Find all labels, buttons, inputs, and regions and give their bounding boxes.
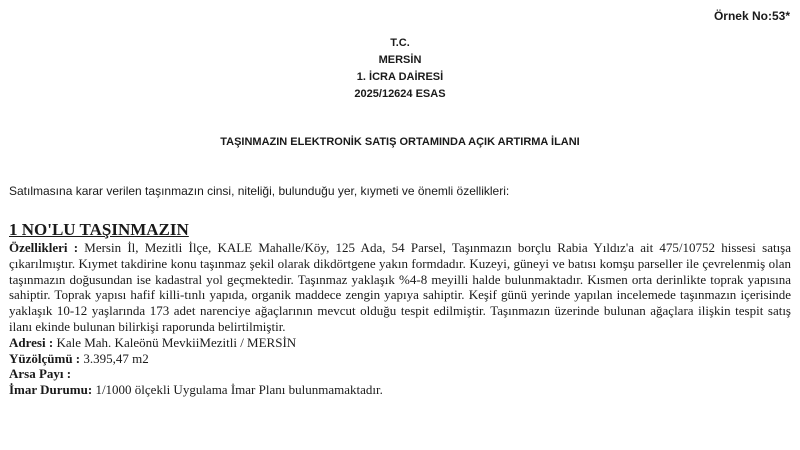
features-label: Özellikleri : (9, 240, 79, 255)
zoning-value: 1/1000 ölçekli Uygulama İmar Planı bulunmamaktadır. (92, 382, 383, 398)
features-text: Mersin İl, Mezitli İlçe, KALE Mahalle/Köy, 125 Ada, 54 Parsel, Taşınmazın borçlu Rabia Yıldız'a ait 475/10752 hissesi satışa çıkarılmıştır. Kıymet takdirine konu taşınmaz şekil olarak dikdörtgene yakın formdadır. Kuzeyi, güneyi ve batısı komşu parseller ile çevrelenmiş olan taşınmazın doğusundan ise kadastral yol geçmektedir. Taşınmaz yaklaşık %4-8 meyilli halde bulunmaktadır. Kısmen orta derinlikte toprak yapısına sahiptir. Toprak yapısı hafif killi-tınlı yapıda, organik maddece zengin yapıya sahiptir. Keşif günü yerinde yapılan incelemede taşınmazın içerisinde yaklaşık 10-12 yaşlarında 173 adet narenciye ağaçlarının mevcut olduğu tespit edilmiştir. Taşınmazın üzerinde bulunan ağaçlara ilişkin tespit satış ilanı ekinde bulunan bilirkişi raporunda belirtilmiştir. (9, 240, 792, 334)
header-office: 1. İCRA DAİRESİ (356, 71, 444, 83)
zoning-row (9, 382, 791, 398)
document-header (0, 35, 800, 103)
zoning-label: İmar Durumu: (9, 382, 93, 398)
share-row (9, 366, 791, 382)
header-city: MERSİN (378, 54, 422, 66)
property-heading: 1 NO'LU TAŞINMAZIN (9, 220, 189, 239)
header-country: T.C. (390, 37, 410, 49)
address-row (9, 335, 791, 351)
area-value: 3.395,47 m2 (80, 350, 149, 366)
header-file-number: 2025/12624 ESAS (354, 88, 446, 100)
address-label: Adresi : (9, 334, 54, 350)
notice-title: TAŞINMAZIN ELEKTRONİK SATIŞ ORTAMINDA AÇIK ARTIRMA İLANI (220, 136, 580, 148)
area-row (9, 351, 791, 367)
area-label: Yüzölçümü : (9, 350, 81, 366)
sample-number: Örnek No:53* (713, 9, 790, 23)
address-value: Kale Mah. Kaleönü MevkiiMezitli / MERSİN (53, 334, 297, 350)
share-label: Arsa Payı : (9, 366, 72, 382)
features-paragraph (9, 240, 791, 335)
property-section (9, 220, 791, 398)
intro-text: Satılmasına karar verilen taşınmazın cinsi, niteliği, bulunduğu yer, kıymeti ve önemli özellikleri: (9, 184, 510, 198)
